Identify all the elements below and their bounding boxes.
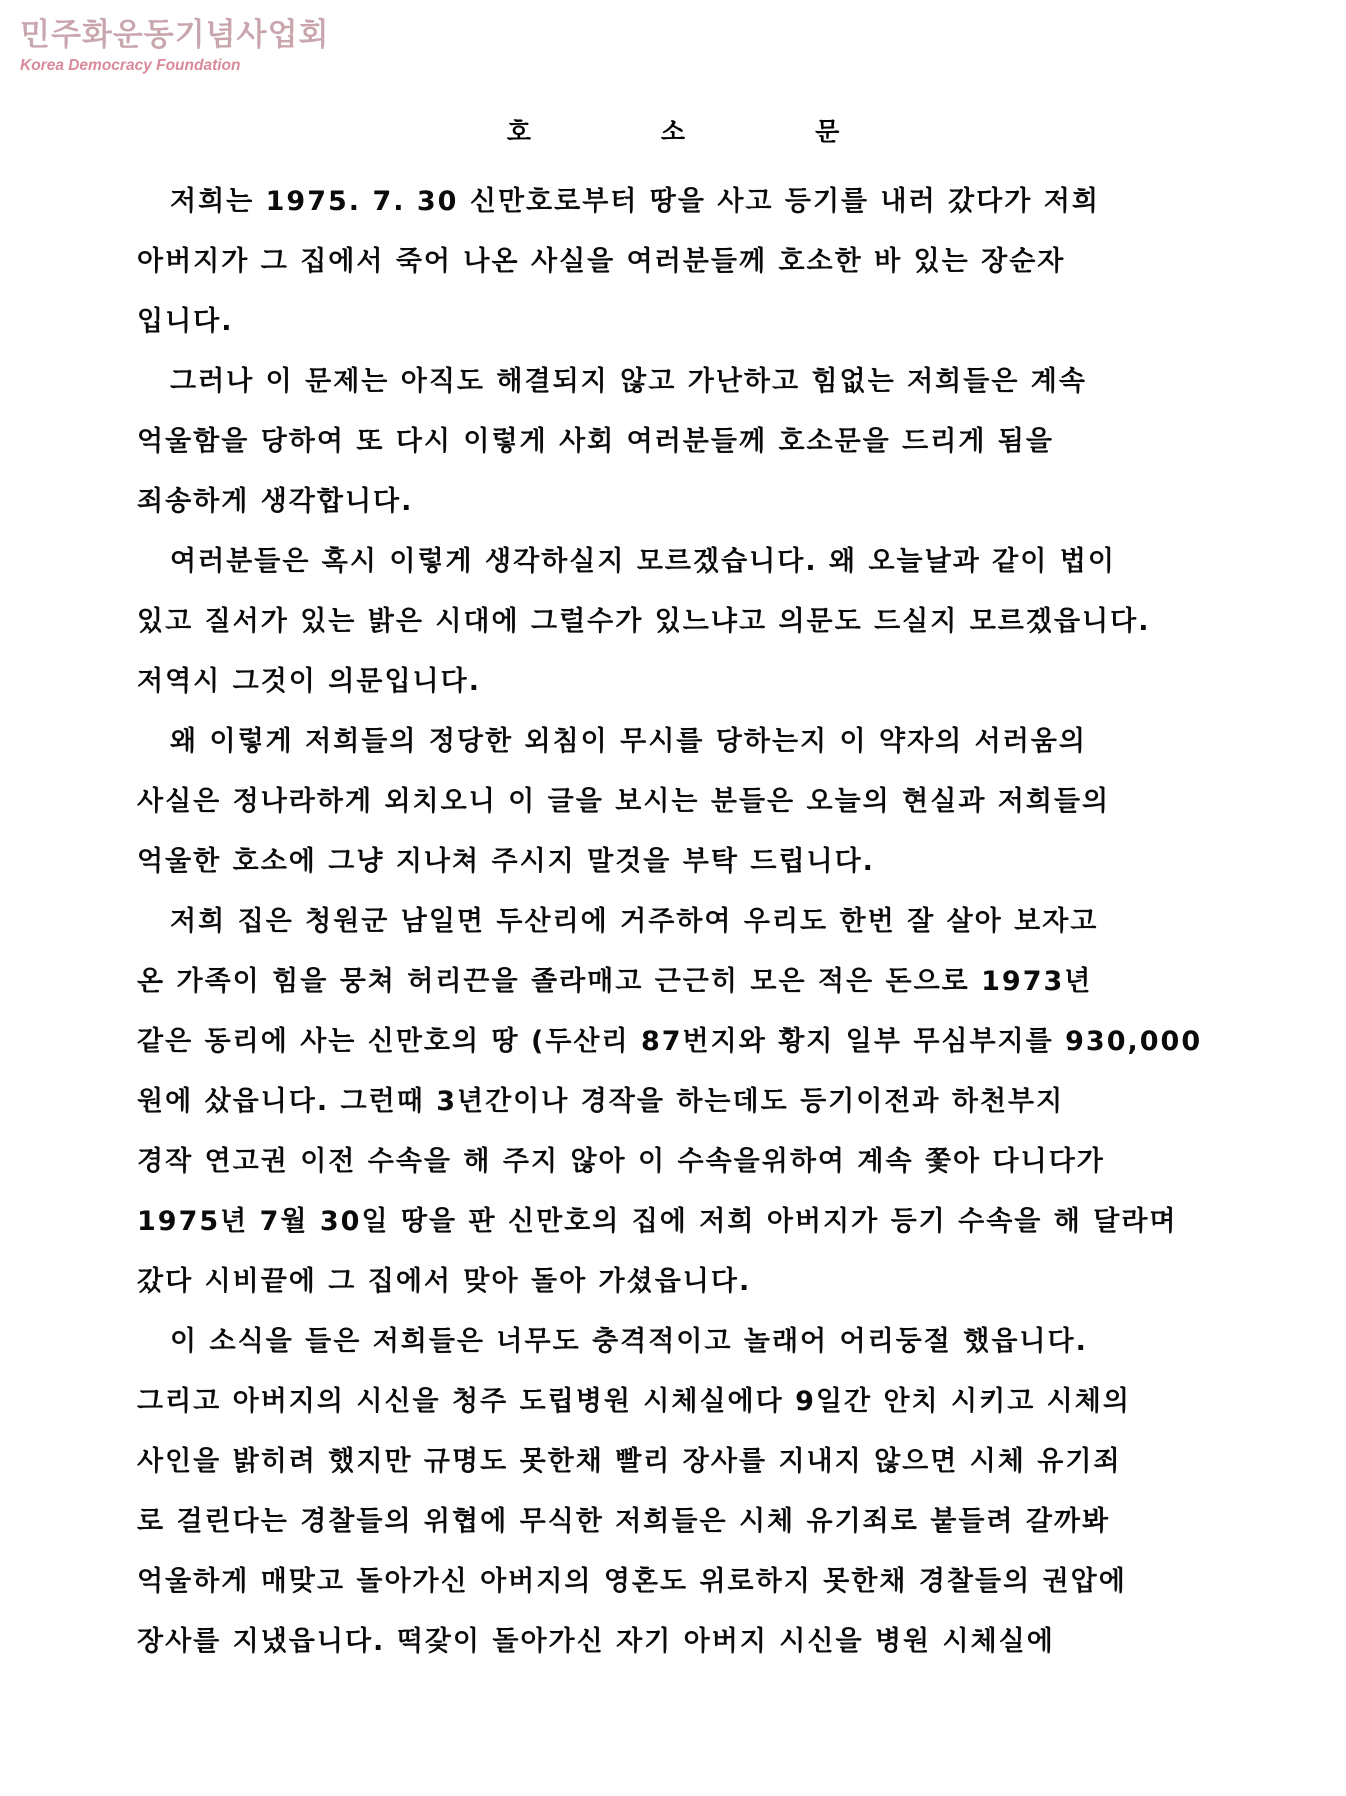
- body-line: 원에 샀읍니다. 그런때 3년간이나 경작을 하는데도 등기이전과 하천부지: [137, 1086, 1065, 1117]
- body-line: 그러나 이 문제는 아직도 해결되지 않고 가난하고 힘없는 저희들은 계속: [170, 366, 1087, 397]
- body-line: 갔다 시비끝에 그 집에서 맞아 돌아 가셨읍니다.: [137, 1266, 752, 1297]
- body-line: 아버지가 그 집에서 죽어 나온 사실을 여러분들께 호소한 바 있는 장순자: [137, 246, 1066, 277]
- body-line: 로 걸린다는 경찰들의 위협에 무식한 저희들은 시체 유기죄로 붙들려 갈까봐: [137, 1506, 1111, 1537]
- watermark-logo: [20, 17, 330, 75]
- body-line: 죄송하게 생각합니다.: [137, 486, 414, 517]
- body-line: 경작 연고권 이전 수속을 해 주지 않아 이 수속을위하여 계속 쫓아 다니다가: [137, 1146, 1105, 1177]
- body-line: 있고 질서가 있는 밝은 시대에 그럴수가 있느냐고 의문도 드실지 모르겠읍니다.: [137, 606, 1151, 637]
- body-line: 장사를 지냈읍니다. 떡갗이 돌아가신 자기 아버지 시신을 병원 시체실에: [137, 1626, 1055, 1657]
- body-line: 이 소식을 들은 저희들은 너무도 충격적이고 놀래어 어리둥절 했읍니다.: [170, 1326, 1088, 1357]
- watermark-korean-text: 민주화운동기념사업회: [20, 17, 330, 53]
- body-line: 입니다.: [137, 306, 234, 337]
- body-line: 그리고 아버지의 시신을 청주 도립병원 시체실에다 9일간 안치 시키고 시체의: [137, 1386, 1131, 1417]
- body-line: 사인을 밝히려 했지만 규명도 못한채 빨리 장사를 지내지 않으면 시체 유기죄: [137, 1446, 1122, 1477]
- body-line: 여러분들은 혹시 이렇게 생각하실지 모르겠습니다. 왜 오늘날과 같이 법이: [170, 546, 1116, 577]
- document-title: 호소문: [506, 117, 970, 146]
- document-body: [137, 172, 1257, 1672]
- body-line: 억울하게 매맞고 돌아가신 아버지의 영혼도 위로하지 못한채 경찰들의 권압에: [137, 1566, 1127, 1597]
- body-line: 왜 이렇게 저희들의 정당한 외침이 무시를 당하는지 이 약자의 서러움의: [170, 726, 1087, 757]
- body-line: 억울한 호소에 그냥 지나쳐 주시지 말것을 부탁 드립니다.: [137, 846, 875, 877]
- body-line: 같은 동리에 사는 신만호의 땅 (두산리 87번지와 황지 일부 무심부지를 930,000: [137, 1026, 1203, 1057]
- body-line: 저희는 1975. 7. 30 신만호로부터 땅을 사고 등기를 내러 갔다가 저희: [170, 186, 1100, 217]
- body-line: 저희 집은 청원군 남일면 두산리에 거주하여 우리도 한번 잘 살아 보자고: [170, 906, 1099, 937]
- body-line: 저역시 그것이 의문입니다.: [137, 666, 481, 697]
- body-line: 억울함을 당하여 또 다시 이렇게 사회 여러분들께 호소문을 드리게 됨을: [137, 426, 1054, 457]
- body-line: 온 가족이 힘을 뭉쳐 허리끈을 졸라매고 근근히 모은 적은 돈으로 1973년: [137, 966, 1093, 997]
- body-line: 사실은 정나라하게 외치오니 이 글을 보시는 분들은 오늘의 현실과 저희들의: [137, 786, 1111, 817]
- watermark-english-text: Korea Democracy Foundation: [20, 56, 241, 74]
- body-line: 1975년 7월 30일 땅을 판 신만호의 집에 저희 아버지가 등기 수속을 해 달라며: [137, 1206, 1178, 1237]
